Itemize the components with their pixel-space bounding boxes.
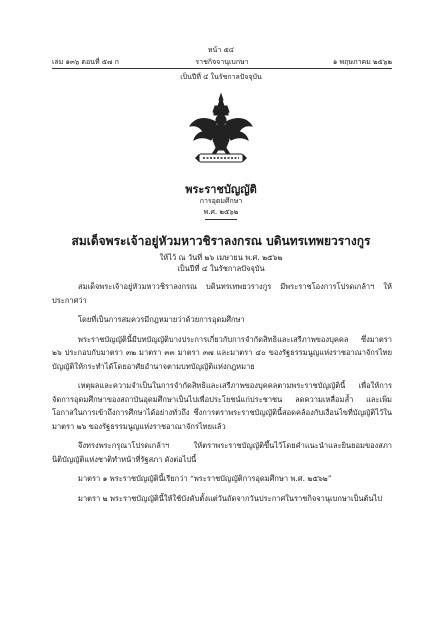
section-1: มาตรา ๑ พระราชบัญญัตินี้เรียกว่า “พระราชบัญญัติการอุดมศึกษา พ.ศ. ๒๕๖๒” — [78, 474, 332, 483]
monarch-name: สมเด็จพระเจ้าอยู่หัวมหาวชิราลงกรณ บดินทรเทพยวรางกูร — [71, 234, 371, 248]
header-subtitle: เป็นปีที่ ๔ ในรัชกาลปัจจุบัน — [180, 73, 262, 81]
page-number: หน้า ๕๔ — [207, 46, 235, 54]
act-name: การอุดมศึกษา — [199, 197, 243, 205]
enactment-paragraph: จึงทรงพระกรุณาโปรดเกล้าฯ ให้ตราพระราชบัญญัติขึ้นไว้โดยคำแนะนำและยินยอมของสภานิติบัญญัติแห่งชาติทำหน้าที่รัฐสภา ดังต่อไปนี้ — [52, 441, 392, 464]
reign-year: เป็นปีที่ ๔ ในรัชกาลปัจจุบัน — [177, 264, 265, 273]
rationale-paragraph: เหตุผลและความจำเป็นในการจำกัดสิทธิและเสรีภาพของบุคคลตามพระราชบัญญัตินี้ เพื่อให้การจัดการอุดมศึกษาของสถาบันอุดมศึกษาเป็นไปเพื่อประโยชน์แก่ประชาชน ลดความเหลื่อมล้ำ และเพิ่มโอกาสในการเข้าถึงการศึกษาได้อย่างทั่วถึง ซึ่งการตราพระราชบัญญัตินี้สอดคล้องกับเงื่อนไขที่บัญญัติไว้ในมาตรา ๒๖ ของรัฐธรรมนูญแห่งราชอาณาจักรไทยแล้ว — [52, 381, 392, 431]
publication-name: ราชกิจจานุเบกษา — [195, 58, 249, 66]
garuda-emblem-icon — [187, 92, 255, 170]
proclamation-paragraph: สมเด็จพระเจ้าอยู่หัวมหาวชิราลงกรณ บดินทรเทพยวรางกูร มีพระราชโองการโปรดเกล้าฯ ให้ประกาศว่า — [52, 282, 392, 305]
given-date: ให้ไว้ ณ วันที่ ๒๖ เมษายน พ.ศ. ๒๕๖๒ — [159, 253, 283, 262]
act-body — [52, 280, 392, 511]
section-2: มาตรา ๒ พระราชบัญญัตินี้ให้ใช้บังคับตั้งแต่วันถัดจากวันประกาศในราชกิจจานุเบกษาเป็นต้นไป — [78, 493, 382, 503]
publication-date: ๑ พฤษภาคม ๒๕๖๒ — [332, 58, 392, 66]
act-title: พระราชบัญญัติ — [185, 183, 257, 196]
title-divider — [205, 219, 237, 220]
rights-limitation-paragraph: พระราชบัญญัตินี้มีบทบัญญัติบางประการเกี่ยวกับการจำกัดสิทธิและเสรีภาพของบุคคล ซึ่งมาตรา ๒๖ ประกอบกับมาตรา ๓๒ มาตรา ๓๓ มาตรา ๓๗ และมาตรา ๔๐ ของรัฐธรรมนูญแห่งราชอาณาจักรไทย บัญญัติให้กระทำได้โดยอาศัยอำนาจตามบทบัญญัติแห่งกฎหมาย — [52, 334, 392, 371]
preamble-paragraph: โดยที่เป็นการสมควรมีกฎหมายว่าด้วยการอุดมศึกษา — [78, 315, 245, 324]
volume-issue: เล่ม ๑๓๖ ตอนที่ ๕๗ ก — [52, 58, 119, 66]
gazette-header — [52, 57, 392, 67]
act-year: พ.ศ. ๒๕๖๒ — [203, 208, 239, 216]
header-divider — [52, 68, 392, 69]
